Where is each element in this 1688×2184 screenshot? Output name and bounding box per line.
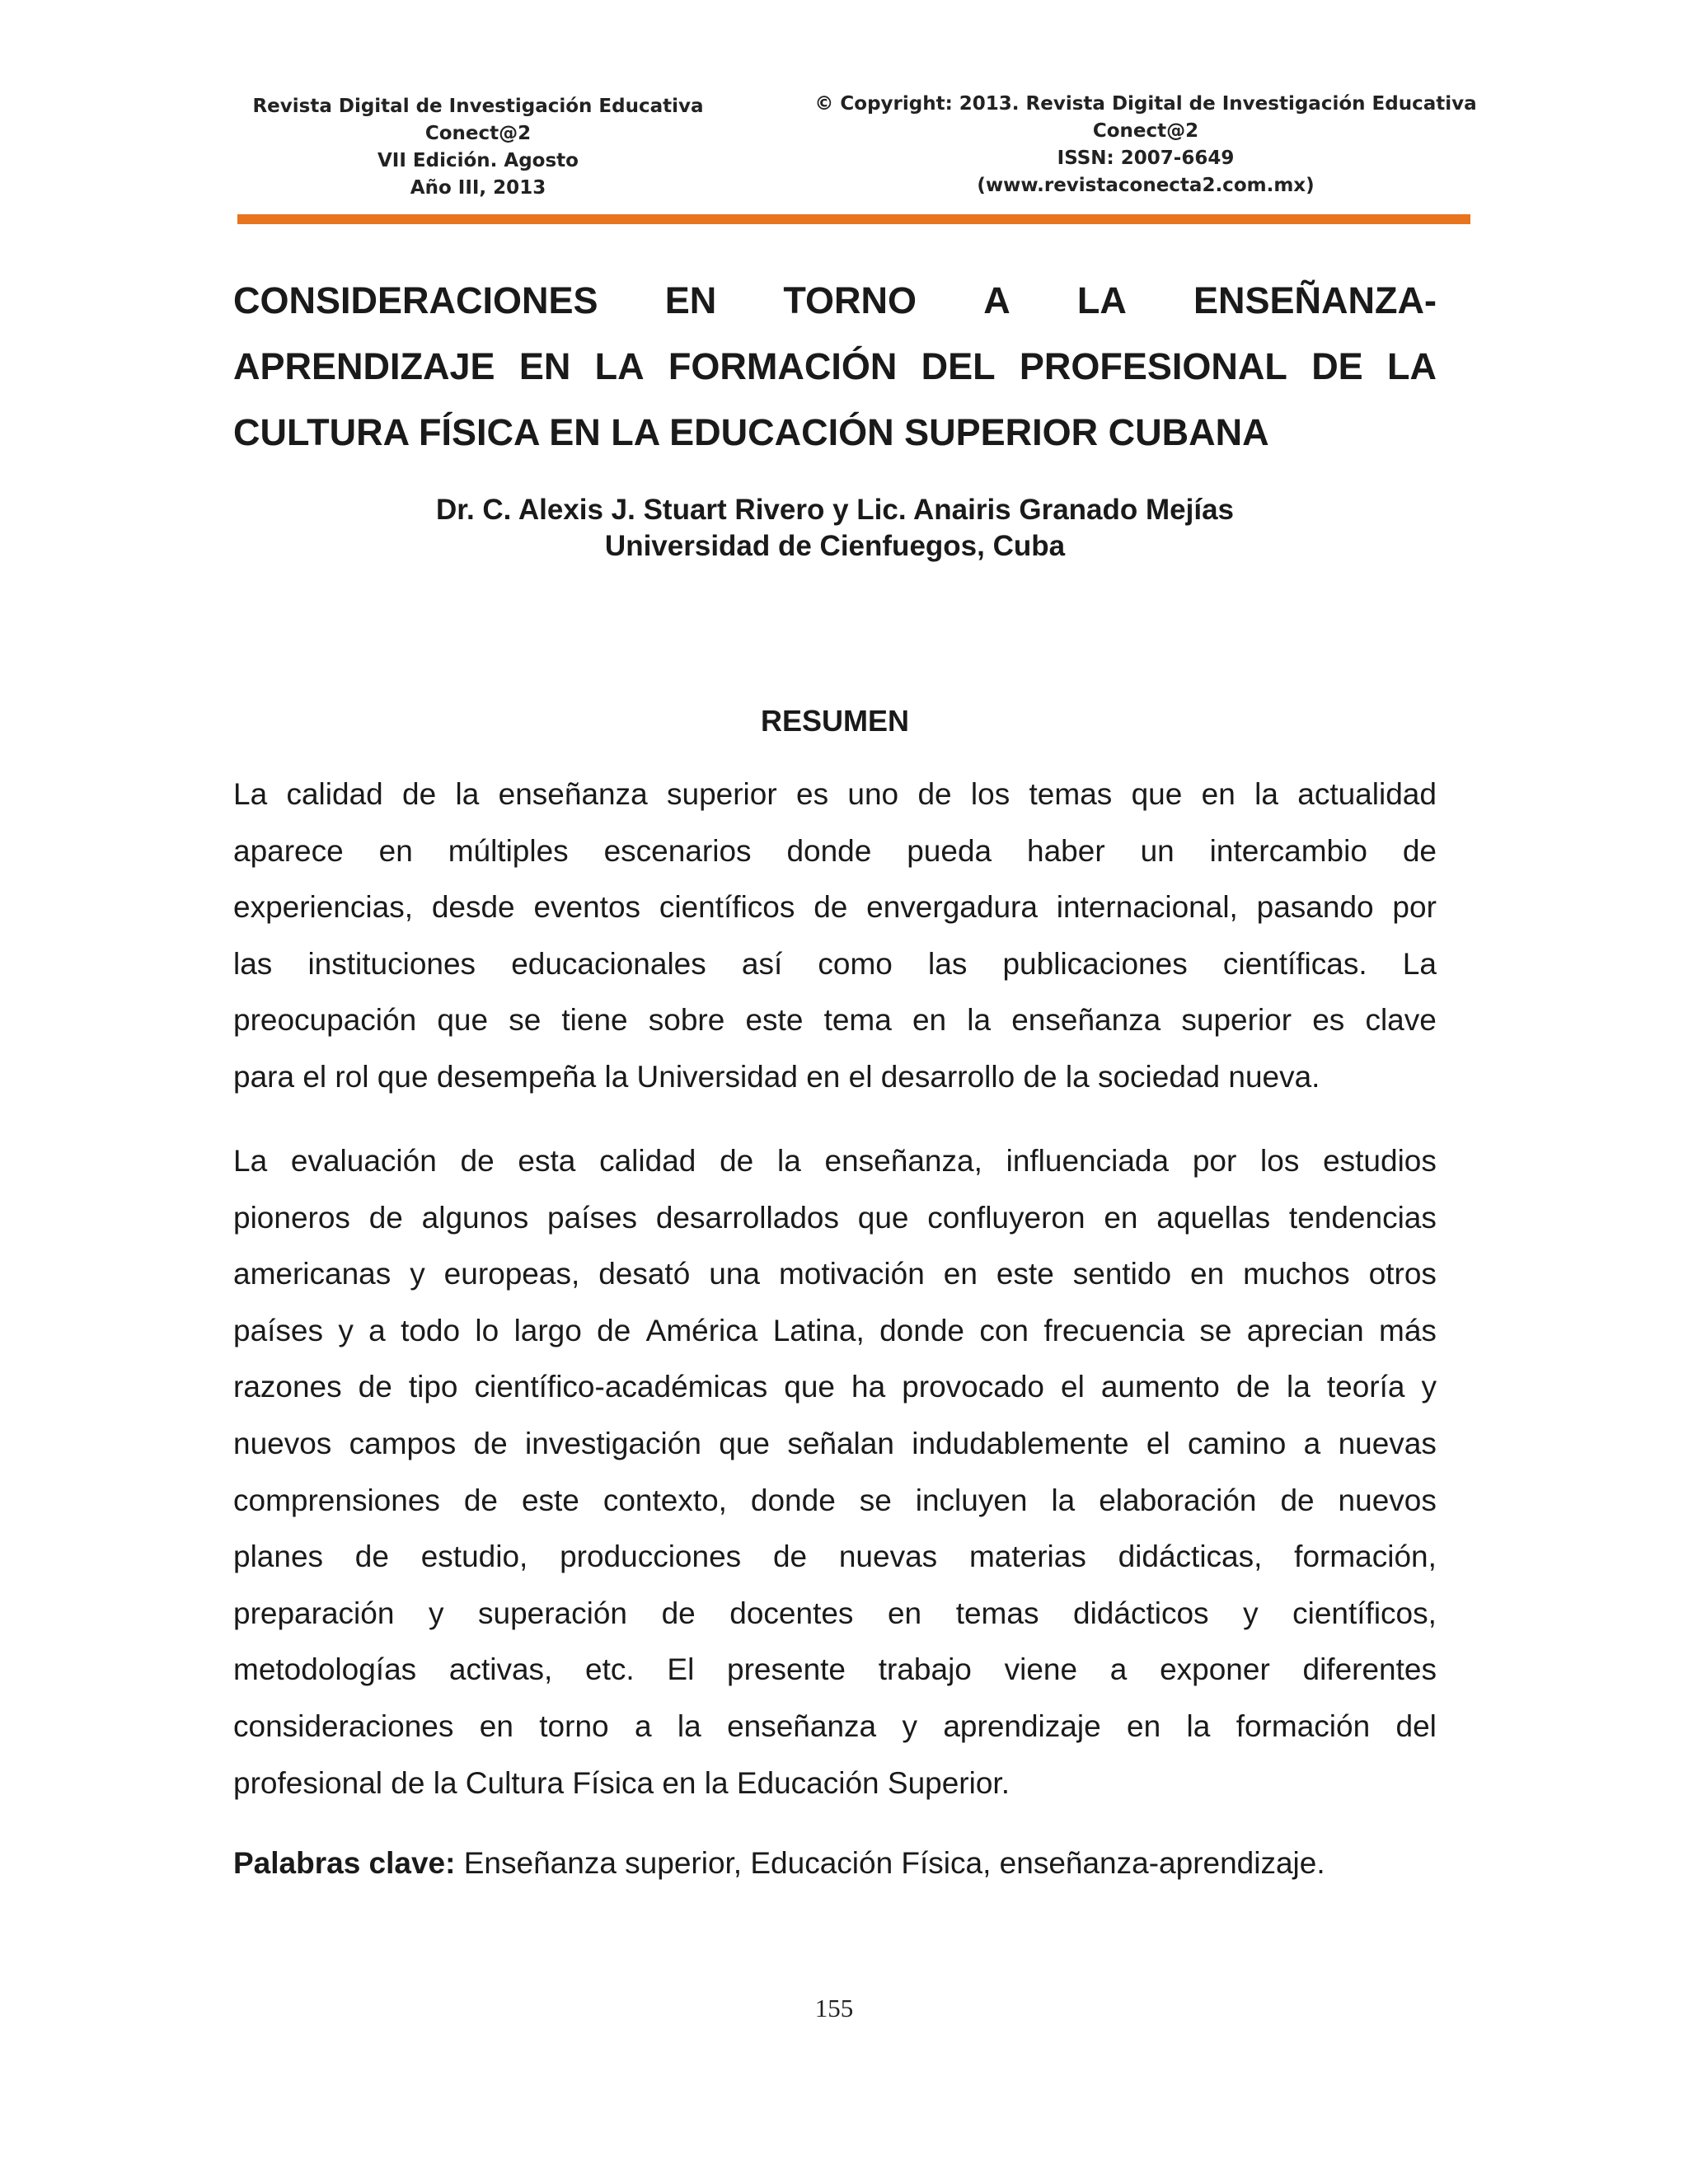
word: docentes bbox=[729, 1596, 854, 1630]
word: de bbox=[402, 777, 437, 811]
word: en bbox=[378, 833, 413, 868]
text-line bbox=[233, 1359, 1437, 1416]
article-authors bbox=[233, 492, 1437, 565]
word: América bbox=[645, 1313, 758, 1347]
journal-header-right bbox=[791, 91, 1500, 199]
word: exponer bbox=[1160, 1652, 1270, 1687]
word: algunos bbox=[421, 1200, 529, 1235]
word: materias bbox=[968, 1540, 1086, 1574]
word: que bbox=[1131, 777, 1183, 811]
text-line bbox=[233, 1642, 1437, 1699]
word: aparece bbox=[233, 833, 344, 868]
word: desde bbox=[431, 890, 515, 925]
word: CONSIDERACIONES bbox=[233, 279, 598, 321]
word: indudablemente bbox=[912, 1426, 1129, 1460]
word: de bbox=[463, 1483, 498, 1517]
word: incluyen bbox=[915, 1483, 1028, 1517]
word: americanas bbox=[233, 1257, 392, 1291]
word: y bbox=[410, 1257, 425, 1291]
word: donde bbox=[786, 833, 872, 868]
word: pueda bbox=[907, 833, 992, 868]
word: formación bbox=[1236, 1708, 1371, 1743]
word: las bbox=[928, 946, 968, 981]
word: la bbox=[455, 777, 480, 811]
word: y bbox=[1243, 1596, 1259, 1630]
word: desató bbox=[598, 1257, 691, 1291]
word: y bbox=[1421, 1370, 1437, 1404]
word: escenarios bbox=[603, 833, 752, 868]
word: motivación bbox=[778, 1257, 925, 1291]
word: que bbox=[719, 1426, 770, 1460]
word: muchos bbox=[1243, 1257, 1350, 1291]
word: enseñanza bbox=[498, 777, 648, 811]
text-line bbox=[233, 1473, 1437, 1530]
word: científicos bbox=[659, 890, 795, 925]
word: de bbox=[358, 1370, 392, 1404]
word: tiene bbox=[561, 1003, 628, 1038]
word: producciones bbox=[560, 1540, 742, 1574]
word: frecuencia bbox=[1043, 1313, 1185, 1347]
word: LA bbox=[1386, 345, 1437, 387]
word: clave bbox=[1365, 1003, 1437, 1038]
word: educacionales bbox=[511, 946, 706, 981]
word: científicas. bbox=[1222, 946, 1367, 981]
word: trabajo bbox=[878, 1652, 972, 1687]
word: en bbox=[1201, 777, 1236, 811]
word: enseñanza bbox=[1011, 1003, 1161, 1038]
word: experiencias, bbox=[233, 890, 414, 925]
word: la bbox=[1186, 1708, 1211, 1743]
word: de bbox=[1402, 833, 1437, 868]
word: investigación bbox=[525, 1426, 701, 1460]
journal-header-left bbox=[231, 93, 725, 202]
text-line bbox=[233, 1190, 1437, 1247]
word: con bbox=[979, 1313, 1029, 1347]
word: por bbox=[1392, 890, 1437, 925]
word: torno bbox=[539, 1708, 609, 1743]
word: así bbox=[741, 946, 783, 981]
word: actualidad bbox=[1297, 777, 1437, 811]
word: de bbox=[473, 1426, 508, 1460]
text-line bbox=[233, 1049, 1437, 1106]
word: enseñanza bbox=[727, 1708, 877, 1743]
word: preparación bbox=[233, 1596, 395, 1630]
word: de bbox=[814, 890, 848, 925]
text-line bbox=[233, 823, 1437, 880]
word: este bbox=[521, 1483, 579, 1517]
word: CULTURA FÍSICA EN LA EDUCACIÓN SUPERIOR CUBANA bbox=[233, 411, 1269, 453]
word: de bbox=[460, 1144, 495, 1178]
text-line bbox=[233, 936, 1437, 993]
word: La bbox=[233, 1144, 268, 1178]
author-names: Dr. C. Alexis J. Stuart Rivero y Lic. Anairis Granado Mejías bbox=[435, 494, 1235, 526]
word: del bbox=[1395, 1708, 1437, 1743]
word: que bbox=[784, 1370, 836, 1404]
word: como bbox=[818, 946, 893, 981]
journal-year: Año III, 2013 bbox=[410, 177, 546, 199]
word: en bbox=[1127, 1708, 1161, 1743]
word: se bbox=[509, 1003, 542, 1038]
word: A bbox=[983, 279, 1010, 321]
word: es bbox=[1312, 1003, 1345, 1038]
word: la bbox=[677, 1708, 701, 1743]
word: sentido bbox=[1072, 1257, 1172, 1291]
word: países bbox=[547, 1200, 638, 1235]
word: la bbox=[1051, 1483, 1076, 1517]
word: campos bbox=[349, 1426, 457, 1460]
word: aquellas bbox=[1156, 1200, 1271, 1235]
word: metodologías bbox=[233, 1652, 417, 1687]
page-number: 155 bbox=[814, 1994, 854, 2022]
word: científicos, bbox=[1292, 1596, 1437, 1630]
word: estudio, bbox=[420, 1540, 528, 1574]
text-line bbox=[233, 334, 1437, 400]
word: aumento bbox=[1100, 1370, 1220, 1404]
word: y bbox=[428, 1596, 444, 1630]
word: LA bbox=[1076, 279, 1127, 321]
word: camino bbox=[1188, 1426, 1287, 1460]
text-line bbox=[233, 1529, 1437, 1586]
word: tendencias bbox=[1288, 1200, 1437, 1235]
abstract-heading: RESUMEN bbox=[760, 704, 910, 738]
word: DE bbox=[1311, 345, 1363, 387]
word: EN bbox=[518, 345, 571, 387]
word: una bbox=[709, 1257, 760, 1291]
word: nuevos bbox=[233, 1426, 332, 1460]
word: publicaciones bbox=[1002, 946, 1188, 981]
keywords-label: Palabras clave: bbox=[233, 1846, 456, 1880]
text-line bbox=[233, 879, 1437, 936]
journal-edition: VII Edición. Agosto bbox=[377, 150, 579, 171]
word: superior bbox=[1181, 1003, 1292, 1038]
word: formación, bbox=[1294, 1540, 1437, 1574]
word: ENSEÑANZA- bbox=[1193, 279, 1437, 321]
word: donde bbox=[750, 1483, 836, 1517]
word: evaluación bbox=[290, 1144, 437, 1178]
word: viene bbox=[1004, 1652, 1078, 1687]
word: por bbox=[1192, 1144, 1237, 1178]
word: en bbox=[887, 1596, 922, 1630]
word: este bbox=[745, 1003, 804, 1038]
word: desarrollados bbox=[655, 1200, 839, 1235]
word: otros bbox=[1368, 1257, 1437, 1291]
text-line bbox=[233, 1416, 1437, 1473]
word: envergadura bbox=[866, 890, 1038, 925]
word: temas bbox=[1029, 777, 1113, 811]
word: la bbox=[776, 1144, 801, 1178]
word: los bbox=[970, 777, 1010, 811]
word: ha bbox=[851, 1370, 886, 1404]
word: pioneros bbox=[233, 1200, 350, 1235]
word: de bbox=[661, 1596, 696, 1630]
word: largo bbox=[513, 1313, 582, 1347]
word: nuevas bbox=[1338, 1426, 1437, 1460]
word: profesional de la Cultura Física en la Educación Superior. bbox=[233, 1765, 1010, 1800]
word: consideraciones bbox=[233, 1708, 454, 1743]
header-divider bbox=[237, 214, 1470, 224]
journal-name: Revista Digital de Investigación Educativa bbox=[252, 96, 704, 117]
word: instituciones bbox=[307, 946, 476, 981]
word: internacional, bbox=[1056, 890, 1238, 925]
word: elaboración bbox=[1099, 1483, 1257, 1517]
word: presente bbox=[727, 1652, 846, 1687]
article-title bbox=[233, 268, 1437, 466]
word: tema bbox=[823, 1003, 892, 1038]
word: haber bbox=[1027, 833, 1105, 868]
word: DEL bbox=[921, 345, 996, 387]
issn: ISSN: 2007-6649 bbox=[1057, 148, 1235, 169]
word: el bbox=[1146, 1426, 1170, 1460]
word: y bbox=[902, 1708, 917, 1743]
word: teoría bbox=[1326, 1370, 1405, 1404]
word: de bbox=[917, 777, 952, 811]
text-line bbox=[233, 1303, 1437, 1360]
word: en bbox=[1104, 1200, 1138, 1235]
text-line bbox=[233, 992, 1437, 1049]
word: lo bbox=[475, 1313, 499, 1347]
word: comprensiones bbox=[233, 1483, 440, 1517]
word: superior bbox=[667, 777, 777, 811]
word: La bbox=[233, 777, 268, 811]
copyright-journal-short-name: Conect@2 bbox=[1092, 120, 1199, 142]
author-affiliation: Universidad de Cienfuegos, Cuba bbox=[604, 530, 1066, 562]
word: europeas, bbox=[443, 1257, 580, 1291]
word: eventos bbox=[533, 890, 641, 925]
word: EN bbox=[664, 279, 717, 321]
word: APRENDIZAJE bbox=[233, 345, 495, 387]
word: aprendizaje bbox=[943, 1708, 1101, 1743]
word: se bbox=[859, 1483, 892, 1517]
word: activas, bbox=[448, 1652, 553, 1687]
word: La bbox=[1402, 946, 1437, 981]
text-line bbox=[233, 1755, 1437, 1812]
word: contexto, bbox=[603, 1483, 727, 1517]
word: todo bbox=[401, 1313, 461, 1347]
word: pasando bbox=[1256, 890, 1374, 925]
abstract-paragraph-2 bbox=[233, 1133, 1437, 1811]
keywords-text: Enseñanza superior, Educación Física, enseñanza-aprendizaje. bbox=[455, 1846, 1325, 1880]
word: a bbox=[368, 1313, 386, 1347]
word: un bbox=[1140, 833, 1175, 868]
text-line bbox=[233, 1246, 1437, 1303]
journal-short-name: Conect@2 bbox=[424, 123, 532, 144]
word: de bbox=[354, 1540, 389, 1574]
word: planes bbox=[233, 1540, 324, 1574]
word: de bbox=[720, 1144, 754, 1178]
word: provocado bbox=[902, 1370, 1044, 1404]
word: etc. bbox=[585, 1652, 635, 1687]
word: para el rol que desempeña la Universidad en el desarrollo de la sociedad nueva. bbox=[233, 1059, 1320, 1094]
word: TORNO bbox=[783, 279, 917, 321]
word: calidad bbox=[286, 777, 383, 811]
word: la bbox=[1287, 1370, 1311, 1404]
journal-website: (www.revistaconecta2.com.mx) bbox=[977, 175, 1315, 196]
abstract-paragraph-1 bbox=[233, 766, 1437, 1106]
word: LA bbox=[594, 345, 645, 387]
word: la bbox=[967, 1003, 992, 1038]
word: los bbox=[1260, 1144, 1300, 1178]
word: de bbox=[368, 1200, 403, 1235]
word: temas bbox=[955, 1596, 1039, 1630]
word: a bbox=[1109, 1652, 1128, 1687]
word: científico-académicas bbox=[474, 1370, 768, 1404]
word: razones bbox=[233, 1370, 342, 1404]
word: más bbox=[1379, 1313, 1437, 1347]
word: Latina, bbox=[772, 1313, 865, 1347]
word: que bbox=[437, 1003, 489, 1038]
word: la bbox=[1254, 777, 1278, 811]
word: en bbox=[943, 1257, 978, 1291]
word: superación bbox=[478, 1596, 628, 1630]
word: esta bbox=[518, 1144, 576, 1178]
word: preocupación bbox=[233, 1003, 417, 1038]
word: señalan bbox=[787, 1426, 894, 1460]
text-line bbox=[233, 1586, 1437, 1643]
word: FORMACIÓN bbox=[668, 345, 898, 387]
word: nuevas bbox=[838, 1540, 938, 1574]
word: en bbox=[1190, 1257, 1225, 1291]
text-line bbox=[233, 1133, 1437, 1190]
word: estudios bbox=[1323, 1144, 1437, 1178]
word: El bbox=[667, 1652, 695, 1687]
word: y bbox=[338, 1313, 354, 1347]
word: donde bbox=[879, 1313, 964, 1347]
word: las bbox=[233, 946, 273, 981]
text-line bbox=[233, 1699, 1437, 1755]
word: se bbox=[1199, 1313, 1232, 1347]
word: a bbox=[1303, 1426, 1321, 1460]
word: diferentes bbox=[1302, 1652, 1437, 1687]
word: el bbox=[1061, 1370, 1085, 1404]
word: es bbox=[796, 777, 829, 811]
word: países bbox=[233, 1313, 324, 1347]
word: PROFESIONAL bbox=[1019, 345, 1287, 387]
word: didácticos bbox=[1073, 1596, 1209, 1630]
word: tipo bbox=[408, 1370, 458, 1404]
word: de bbox=[1280, 1483, 1315, 1517]
word: confluyeron bbox=[927, 1200, 1085, 1235]
word: nuevos bbox=[1338, 1483, 1437, 1517]
word: de bbox=[1236, 1370, 1271, 1404]
text-line bbox=[233, 268, 1437, 334]
word: a bbox=[634, 1708, 652, 1743]
word: didácticas, bbox=[1118, 1540, 1263, 1574]
word: en bbox=[479, 1708, 513, 1743]
word: este bbox=[996, 1257, 1054, 1291]
text-line bbox=[233, 400, 1437, 466]
word: intercambio bbox=[1209, 833, 1367, 868]
word: calidad bbox=[599, 1144, 696, 1178]
word: sobre bbox=[648, 1003, 725, 1038]
word: influenciada bbox=[1006, 1144, 1170, 1178]
word: de bbox=[597, 1313, 631, 1347]
word: aprecian bbox=[1246, 1313, 1364, 1347]
word: de bbox=[772, 1540, 808, 1574]
word: enseñanza, bbox=[824, 1144, 982, 1178]
keywords bbox=[233, 1844, 1470, 1883]
text-line bbox=[233, 766, 1437, 823]
copyright-line: © Copyright: 2013. Revista Digital de Investigación Educativa bbox=[814, 93, 1477, 115]
word: uno bbox=[847, 777, 899, 811]
word: múltiples bbox=[448, 833, 569, 868]
word: en bbox=[912, 1003, 947, 1038]
word: que bbox=[857, 1200, 909, 1235]
